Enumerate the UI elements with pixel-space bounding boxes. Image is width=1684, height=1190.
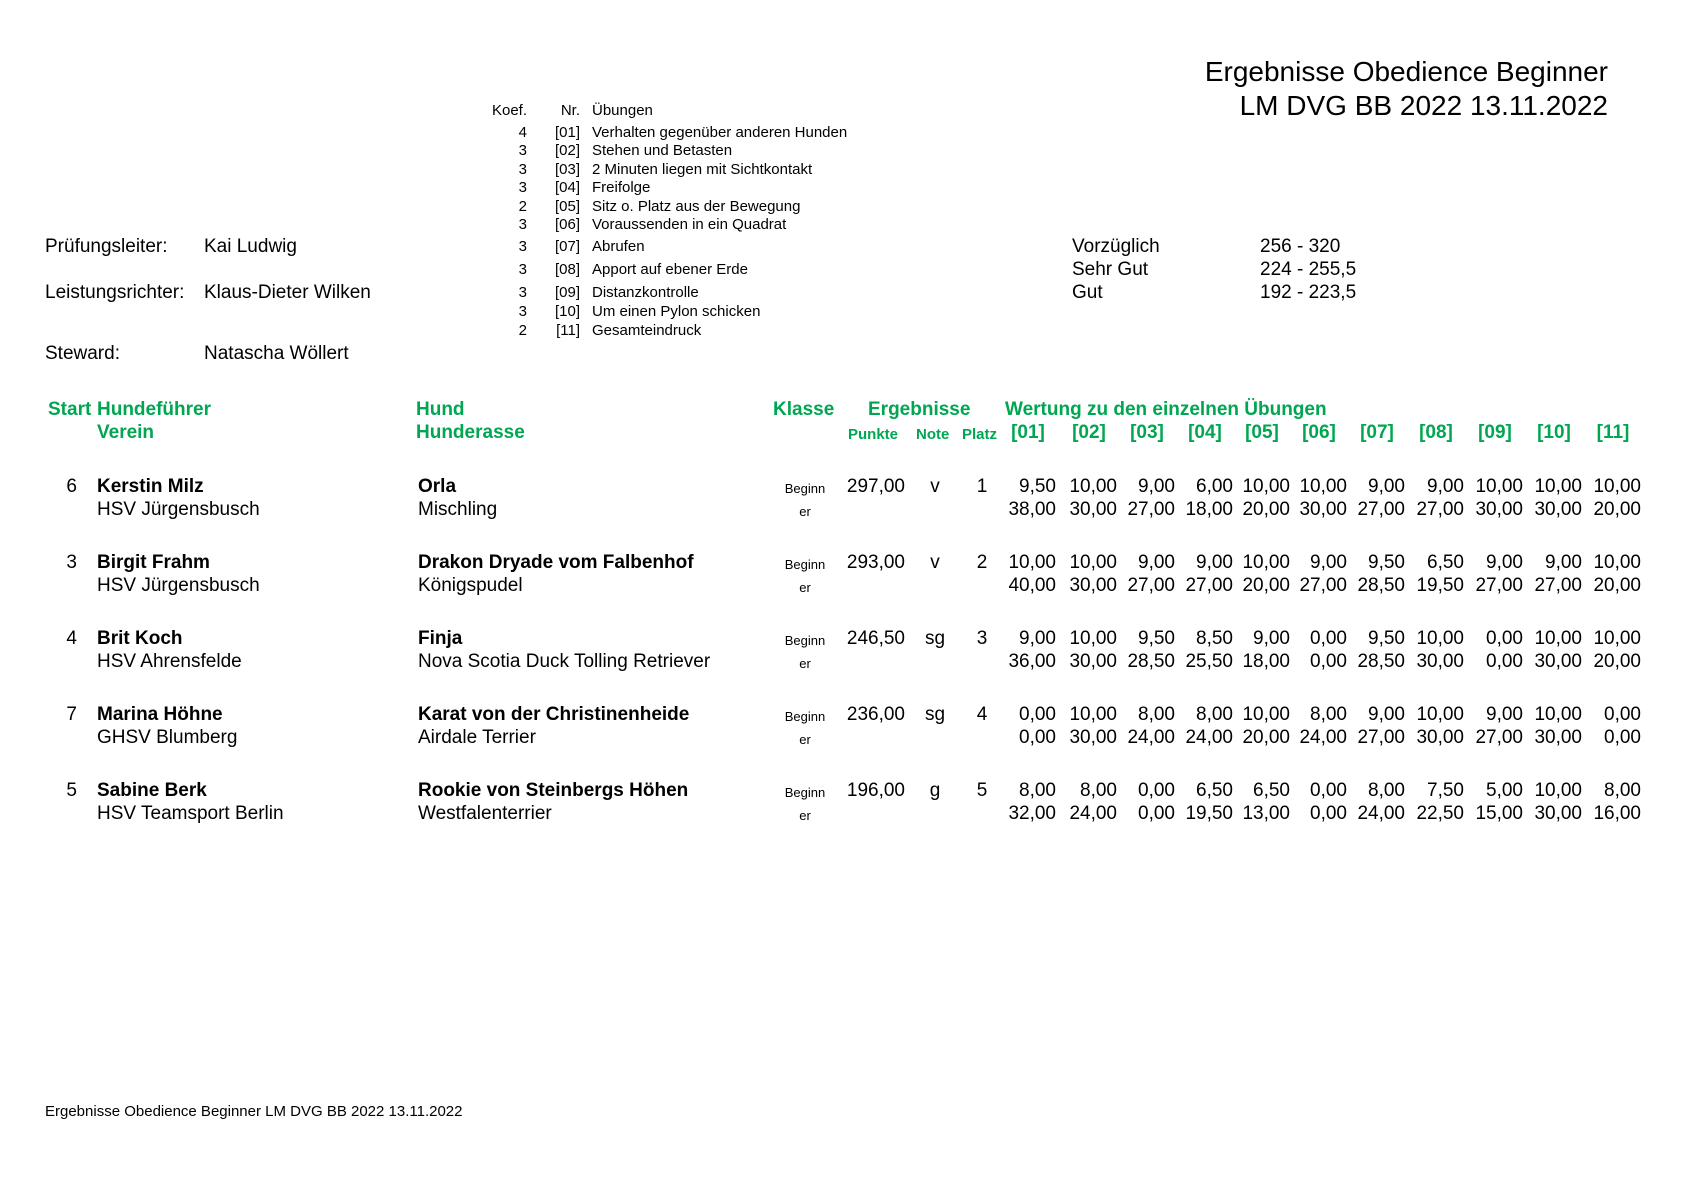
row-punkte: 236,00 <box>846 704 905 725</box>
row-score: 10,00 <box>1299 476 1347 497</box>
row-weighted-score: 30,00 <box>1534 499 1582 520</box>
exercise-koef: 3 <box>518 216 527 233</box>
header-exercise-col: [01] <box>1011 422 1045 443</box>
exercise-koef: 3 <box>518 284 527 301</box>
exercise-koef: 3 <box>518 142 527 159</box>
leistungsrichter-label: Leistungsrichter: <box>45 282 185 303</box>
row-score: 10,00 <box>1534 780 1582 801</box>
exercise-nr: [05] <box>554 198 580 215</box>
steward-name: Natascha Wöllert <box>204 343 349 364</box>
row-score: 10,00 <box>1069 476 1117 497</box>
page-subtitle: LM DVG BB 2022 13.11.2022 <box>1239 90 1608 121</box>
header-start: Start <box>48 399 92 420</box>
row-club: HSV Teamsport Berlin <box>97 803 284 824</box>
row-weighted-score: 20,00 <box>1593 499 1641 520</box>
row-weighted-score: 27,00 <box>1534 575 1582 596</box>
row-weighted-score: 24,00 <box>1127 727 1175 748</box>
exercise-header-nr: Nr. <box>560 102 580 119</box>
grade-range: 192 - 223,5 <box>1260 282 1357 303</box>
page-title: Ergebnisse Obedience Beginner <box>1204 56 1608 87</box>
row-punkte: 297,00 <box>846 476 905 497</box>
row-weighted-score: 30,00 <box>1416 727 1464 748</box>
exercise-nr: [02] <box>554 142 580 159</box>
row-weighted-score: 15,00 <box>1475 803 1523 824</box>
row-score: 9,00 <box>1545 552 1582 573</box>
row-handler: Marina Höhne <box>97 704 223 725</box>
row-weighted-score: 30,00 <box>1534 727 1582 748</box>
row-weighted-score: 28,50 <box>1127 651 1175 672</box>
header-handler: Hundeführer <box>97 399 211 420</box>
header-punkte: Punkte <box>848 426 899 443</box>
row-breed: Königspudel <box>418 575 523 596</box>
row-weighted-score: 18,00 <box>1242 651 1290 672</box>
row-weighted-score: 27,00 <box>1127 499 1175 520</box>
header-exercise-col: [09] <box>1478 422 1512 443</box>
row-score: 10,00 <box>1534 704 1582 725</box>
row-score: 9,00 <box>1368 704 1405 725</box>
row-platz: 3 <box>976 628 988 649</box>
grade-range: 256 - 320 <box>1260 236 1341 257</box>
row-score: 6,00 <box>1196 476 1233 497</box>
exercise-name: Verhalten gegenüber anderen Hunden <box>592 124 848 141</box>
row-weighted-score: 27,00 <box>1357 499 1405 520</box>
header-klasse: Klasse <box>773 399 835 420</box>
row-start: 5 <box>66 780 77 801</box>
exercise-koef: 3 <box>518 238 527 255</box>
row-weighted-score: 27,00 <box>1127 575 1175 596</box>
row-score: 7,50 <box>1427 780 1464 801</box>
row-handler: Sabine Berk <box>97 780 207 801</box>
row-score: 10,00 <box>1069 552 1117 573</box>
row-score: 6,50 <box>1253 780 1290 801</box>
row-weighted-score: 30,00 <box>1069 651 1117 672</box>
row-klasse-cont: er <box>799 504 811 519</box>
row-weighted-score: 30,00 <box>1534 803 1582 824</box>
row-weighted-score: 13,00 <box>1242 803 1290 824</box>
row-weighted-score: 0,00 <box>1310 651 1347 672</box>
row-handler: Birgit Frahm <box>97 552 210 573</box>
row-breed: Airdale Terrier <box>418 727 536 748</box>
row-weighted-score: 38,00 <box>1008 499 1056 520</box>
row-note: sg <box>924 628 946 649</box>
row-score: 9,00 <box>1310 552 1347 573</box>
row-weighted-score: 22,50 <box>1416 803 1464 824</box>
row-weighted-score: 32,00 <box>1008 803 1056 824</box>
header-exercise-col: [06] <box>1302 422 1336 443</box>
row-start: 7 <box>66 704 77 725</box>
row-score: 0,00 <box>1310 780 1347 801</box>
row-handler: Brit Koch <box>97 628 183 649</box>
row-weighted-score: 30,00 <box>1069 499 1117 520</box>
header-exercise-col: [05] <box>1245 422 1279 443</box>
row-klasse: Beginn <box>784 633 826 648</box>
row-weighted-score: 30,00 <box>1416 651 1464 672</box>
exercise-nr: [06] <box>554 216 580 233</box>
grade-label: Sehr Gut <box>1072 259 1149 280</box>
row-score: 0,00 <box>1604 704 1641 725</box>
row-weighted-score: 30,00 <box>1299 499 1347 520</box>
exercise-nr: [10] <box>554 303 580 320</box>
row-weighted-score: 16,00 <box>1593 803 1641 824</box>
row-weighted-score: 27,00 <box>1299 575 1347 596</box>
exercise-name: Abrufen <box>592 238 645 255</box>
exercise-nr: [01] <box>554 124 580 141</box>
row-score: 10,00 <box>1069 704 1117 725</box>
row-score: 8,00 <box>1368 780 1405 801</box>
exercise-koef: 3 <box>518 261 527 278</box>
row-weighted-score: 0,00 <box>1310 803 1347 824</box>
row-klasse: Beginn <box>784 709 826 724</box>
row-weighted-score: 27,00 <box>1475 575 1523 596</box>
row-score: 9,50 <box>1368 628 1405 649</box>
row-note: v <box>930 476 940 497</box>
exercise-nr: [03] <box>554 161 580 178</box>
row-start: 6 <box>66 476 77 497</box>
row-score: 9,00 <box>1138 552 1175 573</box>
exercise-name: 2 Minuten liegen mit Sichtkontakt <box>592 161 813 178</box>
row-score: 9,50 <box>1368 552 1405 573</box>
row-weighted-score: 28,50 <box>1357 651 1405 672</box>
header-platz: Platz <box>962 426 998 443</box>
row-score: 0,00 <box>1486 628 1523 649</box>
row-score: 0,00 <box>1310 628 1347 649</box>
exercise-koef: 3 <box>518 303 527 320</box>
grade-label: Gut <box>1072 282 1103 303</box>
row-weighted-score: 20,00 <box>1242 575 1290 596</box>
exercise-nr: [08] <box>554 261 580 278</box>
row-weighted-score: 20,00 <box>1593 651 1641 672</box>
row-klasse: Beginn <box>784 785 826 800</box>
pruefungsleiter-label: Prüfungsleiter: <box>45 236 168 257</box>
row-weighted-score: 24,00 <box>1185 727 1233 748</box>
row-weighted-score: 18,00 <box>1185 499 1233 520</box>
row-score: 8,00 <box>1196 704 1233 725</box>
row-weighted-score: 24,00 <box>1299 727 1347 748</box>
row-score: 8,00 <box>1080 780 1117 801</box>
header-exercise-col: [03] <box>1130 422 1164 443</box>
row-score: 10,00 <box>1416 628 1464 649</box>
row-club: GHSV Blumberg <box>97 727 238 748</box>
exercise-header-koef: Koef. <box>491 102 527 119</box>
row-score: 10,00 <box>1475 476 1523 497</box>
header-wertung: Wertung zu den einzelnen Übungen <box>1005 399 1327 420</box>
row-score: 10,00 <box>1593 476 1641 497</box>
row-score: 9,00 <box>1138 476 1175 497</box>
row-dog: Orla <box>418 476 457 497</box>
row-breed: Westfalenterrier <box>418 803 552 824</box>
row-score: 10,00 <box>1593 628 1641 649</box>
row-weighted-score: 0,00 <box>1138 803 1175 824</box>
header-dog: Hund <box>416 399 465 420</box>
row-handler: Kerstin Milz <box>97 476 204 497</box>
row-score: 9,00 <box>1019 628 1056 649</box>
exercise-koef: 3 <box>518 161 527 178</box>
row-club: HSV Ahrensfelde <box>97 651 242 672</box>
row-weighted-score: 36,00 <box>1008 651 1056 672</box>
exercise-name: Voraussenden in ein Quadrat <box>592 216 787 233</box>
exercise-header-name: Übungen <box>592 102 653 119</box>
row-score: 10,00 <box>1534 628 1582 649</box>
row-dog: Rookie von Steinbergs Höhen <box>418 780 689 801</box>
row-punkte: 293,00 <box>846 552 905 573</box>
row-club: HSV Jürgensbusch <box>97 499 260 520</box>
row-score: 9,00 <box>1486 552 1523 573</box>
row-klasse-cont: er <box>799 656 811 671</box>
row-score: 9,00 <box>1196 552 1233 573</box>
header-exercise-col: [02] <box>1072 422 1106 443</box>
row-weighted-score: 27,00 <box>1185 575 1233 596</box>
row-platz: 1 <box>976 476 988 497</box>
row-punkte: 246,50 <box>846 628 905 649</box>
row-breed: Nova Scotia Duck Tolling Retriever <box>418 651 711 672</box>
row-klasse: Beginn <box>784 481 826 496</box>
header-exercise-col: [11] <box>1596 422 1630 443</box>
exercise-koef: 4 <box>518 124 527 141</box>
header-ergebnisse: Ergebnisse <box>868 399 971 420</box>
header-note: Note <box>916 426 950 443</box>
row-score: 8,00 <box>1138 704 1175 725</box>
row-weighted-score: 24,00 <box>1357 803 1405 824</box>
pruefungsleiter-name: Kai Ludwig <box>204 236 297 257</box>
row-score: 9,00 <box>1253 628 1290 649</box>
header-exercise-col: [08] <box>1419 422 1453 443</box>
row-weighted-score: 19,50 <box>1185 803 1233 824</box>
row-score: 9,50 <box>1138 628 1175 649</box>
row-weighted-score: 30,00 <box>1069 575 1117 596</box>
row-score: 9,00 <box>1427 476 1464 497</box>
row-score: 10,00 <box>1534 476 1582 497</box>
row-weighted-score: 30,00 <box>1069 727 1117 748</box>
row-weighted-score: 0,00 <box>1019 727 1056 748</box>
exercise-name: Stehen und Betasten <box>592 142 733 159</box>
row-dog: Drakon Dryade vom Falbenhof <box>418 552 694 573</box>
row-weighted-score: 40,00 <box>1008 575 1056 596</box>
steward-label: Steward: <box>45 343 120 364</box>
header-exercise-col: [04] <box>1188 422 1222 443</box>
exercise-name: Apport auf ebener Erde <box>592 261 748 278</box>
row-start: 4 <box>66 628 77 649</box>
row-score: 9,50 <box>1019 476 1056 497</box>
row-punkte: 196,00 <box>846 780 905 801</box>
row-dog: Karat von der Christinenheide <box>418 704 690 725</box>
row-weighted-score: 30,00 <box>1475 499 1523 520</box>
grade-label: Vorzüglich <box>1072 236 1160 257</box>
row-weighted-score: 27,00 <box>1357 727 1405 748</box>
row-score: 5,00 <box>1486 780 1523 801</box>
row-score: 10,00 <box>1069 628 1117 649</box>
header-breed: Hunderasse <box>416 422 525 443</box>
footer-text: Ergebnisse Obedience Beginner LM DVG BB 2022 13.11.2022 <box>45 1103 463 1120</box>
leistungsrichter-name: Klaus-Dieter Wilken <box>204 282 371 303</box>
row-platz: 4 <box>976 704 988 725</box>
row-breed: Mischling <box>418 499 498 520</box>
row-weighted-score: 28,50 <box>1357 575 1405 596</box>
row-klasse-cont: er <box>799 732 811 747</box>
row-weighted-score: 0,00 <box>1486 651 1523 672</box>
row-score: 9,00 <box>1486 704 1523 725</box>
row-score: 10,00 <box>1416 704 1464 725</box>
row-weighted-score: 27,00 <box>1475 727 1523 748</box>
row-score: 8,00 <box>1604 780 1641 801</box>
row-score: 10,00 <box>1242 704 1290 725</box>
grade-range: 224 - 255,5 <box>1260 259 1357 280</box>
exercise-koef: 3 <box>518 179 527 196</box>
row-weighted-score: 0,00 <box>1604 727 1641 748</box>
row-score: 10,00 <box>1008 552 1056 573</box>
row-dog: Finja <box>418 628 463 649</box>
row-score: 10,00 <box>1242 552 1290 573</box>
header-club: Verein <box>97 422 155 443</box>
row-score: 0,00 <box>1019 704 1056 725</box>
exercise-name: Um einen Pylon schicken <box>592 303 761 320</box>
row-score: 8,00 <box>1310 704 1347 725</box>
exercise-nr: [07] <box>554 238 580 255</box>
row-klasse-cont: er <box>799 580 811 595</box>
row-weighted-score: 24,00 <box>1069 803 1117 824</box>
row-score: 10,00 <box>1593 552 1641 573</box>
row-weighted-score: 20,00 <box>1242 727 1290 748</box>
exercise-name: Freifolge <box>592 179 651 196</box>
row-klasse: Beginn <box>784 557 826 572</box>
exercise-name: Distanzkontrolle <box>592 284 699 301</box>
row-weighted-score: 27,00 <box>1416 499 1464 520</box>
row-weighted-score: 19,50 <box>1416 575 1464 596</box>
exercise-koef: 2 <box>518 198 527 215</box>
exercise-nr: [11] <box>556 322 580 339</box>
row-klasse-cont: er <box>799 808 811 823</box>
row-score: 10,00 <box>1242 476 1290 497</box>
row-score: 8,50 <box>1196 628 1233 649</box>
row-weighted-score: 20,00 <box>1593 575 1641 596</box>
exercise-name: Gesamteindruck <box>592 322 702 339</box>
row-start: 3 <box>66 552 77 573</box>
row-weighted-score: 25,50 <box>1185 651 1233 672</box>
row-platz: 5 <box>976 780 988 801</box>
header-exercise-col: [10] <box>1537 422 1571 443</box>
exercise-koef: 2 <box>518 322 527 339</box>
row-note: v <box>930 552 940 573</box>
row-score: 0,00 <box>1138 780 1175 801</box>
exercise-name: Sitz o. Platz aus der Bewegung <box>592 198 801 215</box>
row-platz: 2 <box>976 552 988 573</box>
row-score: 6,50 <box>1196 780 1233 801</box>
row-note: sg <box>924 704 946 725</box>
row-score: 8,00 <box>1019 780 1056 801</box>
exercise-nr: [09] <box>554 284 580 301</box>
row-weighted-score: 30,00 <box>1534 651 1582 672</box>
row-club: HSV Jürgensbusch <box>97 575 260 596</box>
row-score: 9,00 <box>1368 476 1405 497</box>
row-weighted-score: 20,00 <box>1242 499 1290 520</box>
row-score: 6,50 <box>1427 552 1464 573</box>
exercise-nr: [04] <box>554 179 580 196</box>
header-exercise-col: [07] <box>1360 422 1394 443</box>
row-note: g <box>929 780 941 801</box>
